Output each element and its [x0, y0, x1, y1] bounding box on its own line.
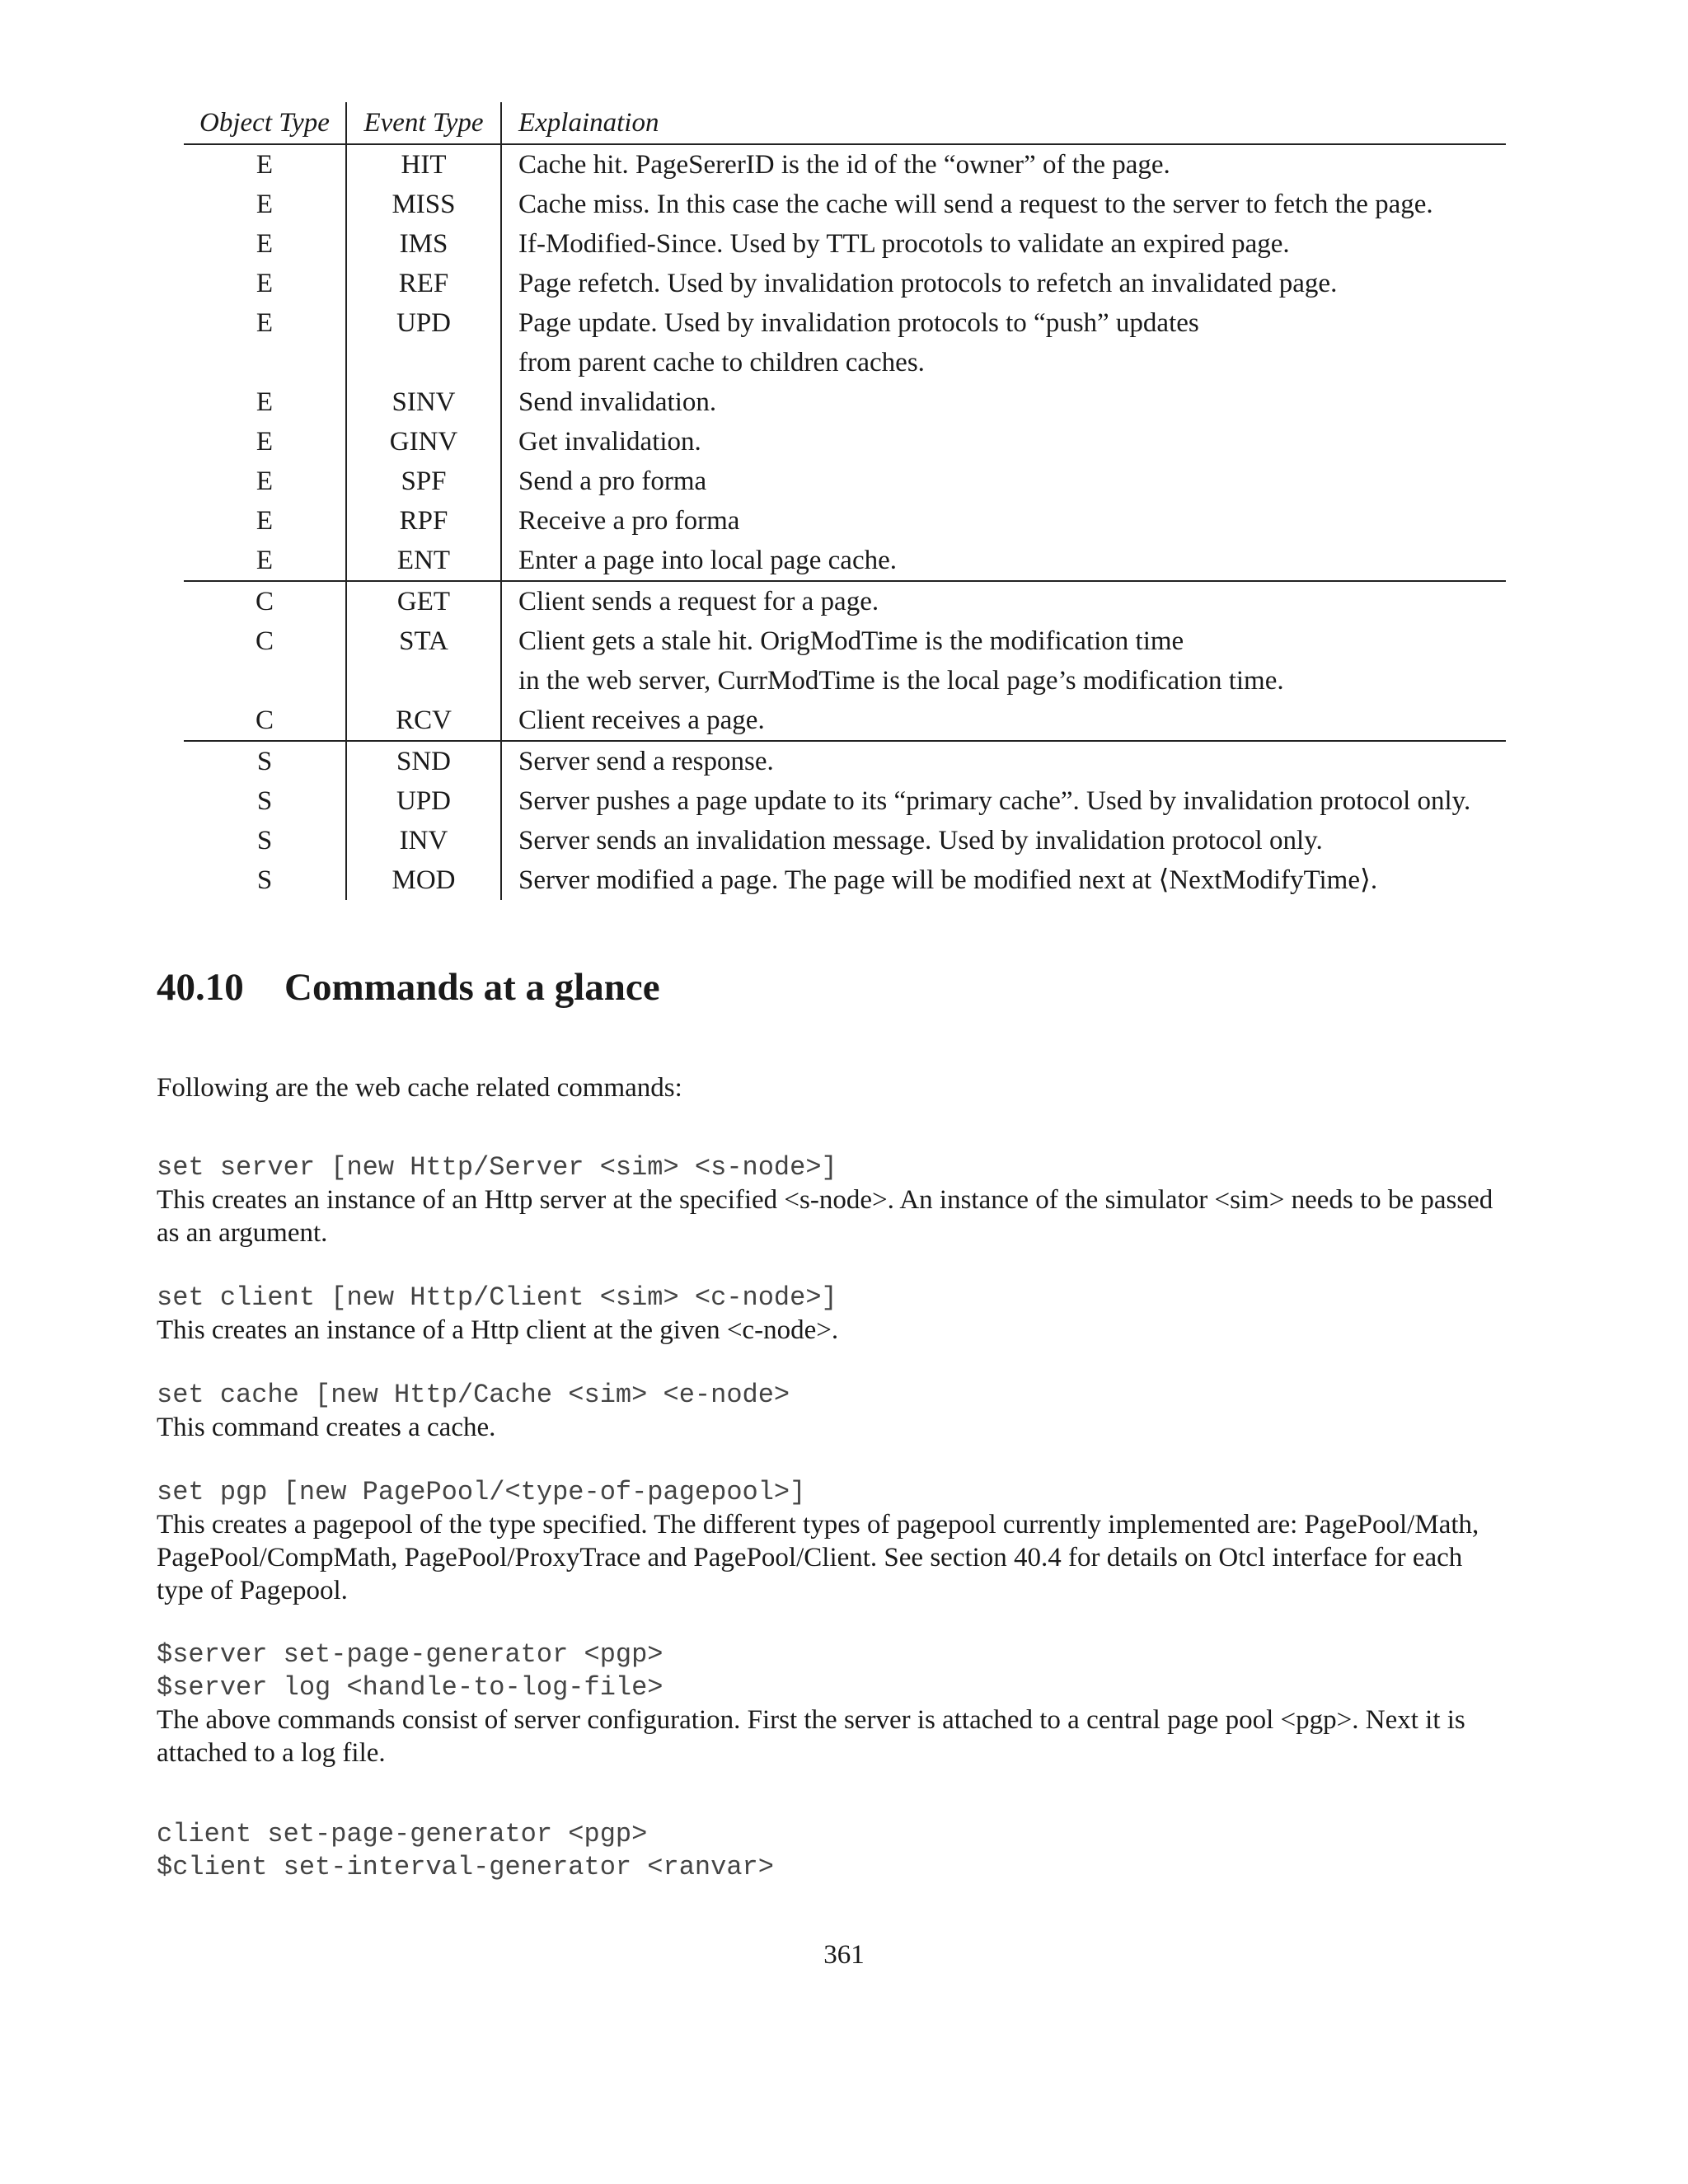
event-type-cell: INV [346, 821, 501, 860]
command-description: This command creates a cache. [157, 1413, 496, 1442]
table-body [184, 144, 1506, 900]
table-header-row [184, 102, 1506, 144]
event-type-cell: SINV [346, 382, 501, 422]
section-title: Commands at a glance [284, 966, 660, 1009]
command-code: client set-page-generator <pgp> $client set-interval-generator <ranvar> [157, 1819, 774, 1882]
page-number: 361 [823, 1940, 865, 1970]
object-type-cell: S [256, 865, 273, 895]
event-type-cell: UPD [346, 303, 501, 343]
event-type-cell: REF [346, 264, 501, 303]
table-row [184, 621, 1506, 661]
explanation-cell: Page update. Used by invalidation protocols to “push” updates [501, 303, 1506, 343]
explanation-cell: Server sends an invalidation message. Used by invalidation protocol only. [501, 821, 1506, 860]
explanation-cell: from parent cache to children caches. [501, 343, 1506, 382]
event-type-cell: RPF [346, 501, 501, 541]
object-type-cell: E [256, 229, 274, 259]
table-row [184, 821, 1506, 860]
object-type-cell: S [256, 826, 273, 855]
object-type-cell: S [256, 786, 273, 816]
command-code: set pgp [new PagePool/<type-of-pagepool>] [157, 1477, 806, 1507]
header-event-type: Event Type [346, 102, 501, 144]
table-row [184, 581, 1506, 621]
table-row [184, 661, 1506, 701]
table-row [184, 701, 1506, 741]
command-description: The above commands consist of server configuration. First the server is attached to a central page pool <pgp>. Next it is attached to a log file. [157, 1705, 1465, 1768]
explanation-cell: If-Modified-Since. Used by TTL procotols to validate an expired page. [501, 224, 1506, 264]
command-description: This creates a pagepool of the type specified. The different types of pagepool currently implemented are: PagePool/Math, PagePool/CompMath, PagePool/ProxyTrace and PagePool/Client. See section 40.4 for details on Otcl interface for each type of Pagepool. [157, 1510, 1479, 1605]
explanation-cell: Server pushes a page update to its “primary cache”. Used by invalidation protocol only. [501, 781, 1506, 821]
table-row [184, 144, 1506, 185]
object-type-cell: E [256, 546, 274, 575]
event-type-cell: STA [346, 621, 501, 661]
table-row [184, 860, 1506, 900]
event-type-cell: ENT [346, 541, 501, 581]
table-row [184, 185, 1506, 224]
object-type-cell: E [256, 150, 274, 180]
event-type-cell [346, 661, 501, 701]
object-type-cell: C [255, 705, 274, 735]
event-type-cell: GINV [346, 422, 501, 462]
object-type-cell: E [256, 190, 274, 219]
explanation-cell: Receive a pro forma [501, 501, 1506, 541]
event-type-cell: UPD [346, 781, 501, 821]
event-type-cell: SND [346, 741, 501, 781]
event-type-cell [346, 343, 501, 382]
object-type-cell: E [256, 308, 274, 338]
event-type-cell: HIT [346, 144, 501, 185]
explanation-cell: Client gets a stale hit. OrigModTime is the modification time [501, 621, 1506, 661]
table-row [184, 224, 1506, 264]
event-type-cell: RCV [346, 701, 501, 741]
table-row [184, 781, 1506, 821]
explanation-cell: Send invalidation. [501, 382, 1506, 422]
table-row [184, 541, 1506, 581]
table-row [184, 462, 1506, 501]
event-type-cell: MOD [346, 860, 501, 900]
table-row [184, 303, 1506, 343]
object-type-cell: C [255, 626, 274, 656]
command-description: This creates an instance of a Http client at the given <c-node>. [157, 1315, 839, 1345]
explanation-cell: Get invalidation. [501, 422, 1506, 462]
explanation-cell: Send a pro forma [501, 462, 1506, 501]
object-type-cell: E [256, 387, 274, 417]
table-row [184, 741, 1506, 781]
event-type-cell: GET [346, 581, 501, 621]
explanation-cell: Server send a response. [501, 741, 1506, 781]
command-description: This creates an instance of an Http server at the specified <s-node>. An instance of the simulator <sim> needs to be passed as an argument. [157, 1185, 1493, 1248]
explanation-cell: Client receives a page. [501, 701, 1506, 741]
object-type-cell: E [256, 427, 274, 457]
table-row [184, 501, 1506, 541]
table-row [184, 343, 1506, 382]
command-code: set client [new Http/Client <sim> <c-node>] [157, 1282, 837, 1313]
object-type-cell: E [256, 269, 274, 298]
explanation-cell: Cache hit. PageSererID is the id of the “owner” of the page. [501, 144, 1506, 185]
object-type-cell: E [256, 506, 274, 536]
explanation-cell: in the web server, CurrModTime is the local page’s modification time. [501, 661, 1506, 701]
explanation-cell: Enter a page into local page cache. [501, 541, 1506, 581]
section-number: 40.10 [157, 966, 244, 1009]
command-code: set server [new Http/Server <sim> <s-node>] [157, 1152, 837, 1183]
explanation-cell: Client sends a request for a page. [501, 581, 1506, 621]
explanation-cell: Cache miss. In this case the cache will send a request to the server to fetch the page. [501, 185, 1506, 224]
command-code: $server set-page-generator <pgp> $server log <handle-to-log-file> [157, 1639, 663, 1703]
header-object-type: Object Type [184, 102, 346, 144]
command-code: set cache [new Http/Cache <sim> <e-node> [157, 1380, 790, 1410]
table-row [184, 382, 1506, 422]
object-type-cell [184, 343, 346, 382]
event-type-cell: SPF [346, 462, 501, 501]
header-explanation: Explaination [501, 102, 1506, 144]
object-type-cell [184, 661, 346, 701]
explanation-cell: Server modified a page. The page will be modified next at ⟨NextModifyTime⟩. [501, 860, 1506, 900]
event-type-cell: MISS [346, 185, 501, 224]
event-type-table [184, 102, 1506, 900]
object-type-cell: C [184, 581, 346, 621]
section-heading [157, 963, 660, 1012]
table-row [184, 422, 1506, 462]
section-intro: Following are the web cache related commands: [157, 1073, 682, 1103]
object-type-cell: E [256, 466, 274, 496]
event-type-cell: IMS [346, 224, 501, 264]
object-type-cell: S [184, 741, 346, 781]
table-row [184, 264, 1506, 303]
explanation-cell: Page refetch. Used by invalidation protocols to refetch an invalidated page. [501, 264, 1506, 303]
